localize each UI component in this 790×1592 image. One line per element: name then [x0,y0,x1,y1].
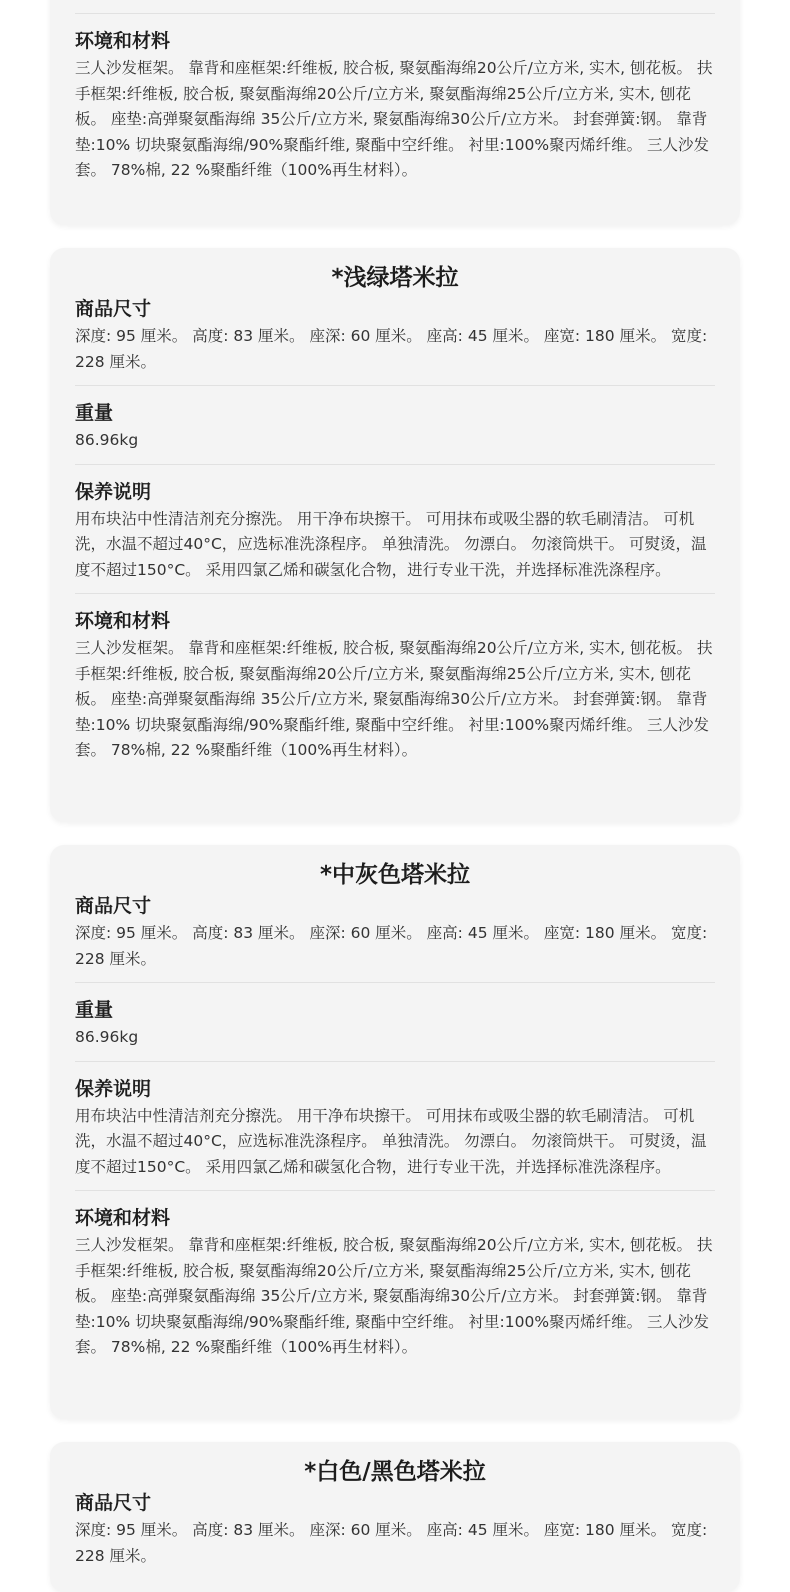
section-text: 用布块沾中性清洁剂充分擦洗。 用干净布块擦干。 可用抹布或吸尘器的软毛刷清洁。 可机洗，水温不超过40°C，应选标准洗涤程序。 单独清洗。 勿漂白。 勿滚筒烘干。 可熨烫，温度不超过150°C。 采用四氯乙烯和碳氢化合物，进行专业干洗，并选择标准洗涤程序。 [75,509,707,579]
product-card-light-green [50,248,740,822]
product-card-medium-grey [50,845,740,1419]
dimensions-section [50,1488,740,1569]
care-section [50,1074,740,1181]
care-section [50,477,740,584]
divider [75,982,715,983]
section-heading: 环境和材料 [75,1207,171,1229]
product-card-top [50,0,740,225]
divider [75,1061,715,1062]
dimensions-section [50,294,740,375]
section-text: 三人沙发框架。 靠背和座框架:纤维板, 胶合板, 聚氨酯海绵20公斤/立方米, 实木, 刨花板。 扶手框架:纤维板, 胶合板, 聚氨酯海绵20公斤/立方米, 聚氨酯海绵25公斤/立方米, 实木, 刨花板。 座垫:高弹聚氨酯海绵 35公斤/立方米, 聚氨酯海绵30公斤/立方米。 封套弹簧:钢。 靠背垫:10% 切块聚氨酯海绵/90%聚酯纤维, 聚酯中空纤维。 衬里:100%聚丙烯纤维。 三人沙发套。 78%棉, 22 %聚酯纤维（100%再生材料）。 [75,59,713,179]
card-title: *白色/黑色塔米拉 [304,1459,486,1485]
section-text: 86.96kg [75,1028,139,1046]
divider [75,1190,715,1191]
weight-section [50,398,740,454]
materials-section [50,1203,740,1361]
section-heading: 商品尺寸 [75,1492,152,1514]
card-title: *浅绿塔米拉 [331,265,459,291]
materials-section [50,606,740,764]
section-heading: 环境和材料 [75,30,171,52]
section-heading: 环境和材料 [75,610,171,632]
section-text: 86.96kg [75,431,139,449]
section-text: 深度: 95 厘米。 高度: 83 厘米。 座深: 60 厘米。 座高: 45 厘米。 座宽: 180 厘米。 宽度: 228 厘米。 [75,924,708,968]
section-heading: 商品尺寸 [75,298,152,320]
section-heading: 商品尺寸 [75,895,152,917]
dimensions-section [50,891,740,972]
section-text: 深度: 95 厘米。 高度: 83 厘米。 座深: 60 厘米。 座高: 45 厘米。 座宽: 180 厘米。 宽度: 228 厘米。 [75,1521,708,1565]
product-card-white-black [50,1442,740,1592]
materials-section [50,26,740,184]
divider [75,464,715,465]
card-title: *中灰色塔米拉 [319,862,471,888]
divider [75,593,715,594]
divider [75,385,715,386]
section-text: 深度: 95 厘米。 高度: 83 厘米。 座深: 60 厘米。 座高: 45 厘米。 座宽: 180 厘米。 宽度: 228 厘米。 [75,327,708,371]
section-heading: 重量 [75,402,114,424]
section-heading: 重量 [75,999,114,1021]
section-heading: 保养说明 [75,480,152,503]
section-text: 三人沙发框架。 靠背和座框架:纤维板, 胶合板, 聚氨酯海绵20公斤/立方米, 实木, 刨花板。 扶手框架:纤维板, 胶合板, 聚氨酯海绵20公斤/立方米, 聚氨酯海绵25公斤/立方米, 实木, 刨花板。 座垫:高弹聚氨酯海绵 35公斤/立方米, 聚氨酯海绵30公斤/立方米。 封套弹簧:钢。 靠背垫:10% 切块聚氨酯海绵/90%聚酯纤维, 聚酯中空纤维。 衬里:100%聚丙烯纤维。 三人沙发套。 78%棉, 22 %聚酯纤维（100%再生材料）。 [75,639,713,759]
weight-section [50,995,740,1051]
section-heading: 保养说明 [75,1077,152,1100]
section-text: 三人沙发框架。 靠背和座框架:纤维板, 胶合板, 聚氨酯海绵20公斤/立方米, 实木, 刨花板。 扶手框架:纤维板, 胶合板, 聚氨酯海绵20公斤/立方米, 聚氨酯海绵25公斤/立方米, 实木, 刨花板。 座垫:高弹聚氨酯海绵 35公斤/立方米, 聚氨酯海绵30公斤/立方米。 封套弹簧:钢。 靠背垫:10% 切块聚氨酯海绵/90%聚酯纤维, 聚酯中空纤维。 衬里:100%聚丙烯纤维。 三人沙发套。 78%棉, 22 %聚酯纤维（100%再生材料）。 [75,1236,713,1356]
section-text: 用布块沾中性清洁剂充分擦洗。 用干净布块擦干。 可用抹布或吸尘器的软毛刷清洁。 可机洗，水温不超过40°C，应选标准洗涤程序。 单独清洗。 勿漂白。 勿滚筒烘干。 可熨烫，温度不超过150°C。 采用四氯乙烯和碳氢化合物，进行专业干洗，并选择标准洗涤程序。 [75,1106,707,1176]
divider [75,13,715,14]
